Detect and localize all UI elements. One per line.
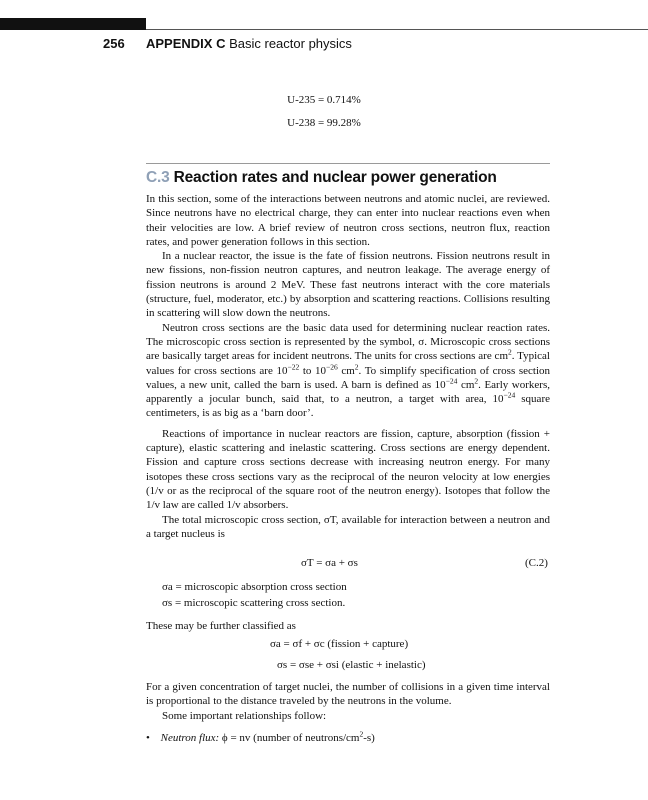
section-rule <box>146 163 550 164</box>
paragraph-reactions: Reactions of importance in nuclear reactors are fission, capture, absorption (fission + capture), elastic scattering and inelastic scattering. Cross sections are energy dependent. Fission and capture cross sections decrease with increasing neutron energy. For many isotopes these cross sections vary as the reciprocal of the neuron velocity at low energies (1/v or as the reciprocal of the square root of the neutron energy). Isotopes that follow the 1/v law are called 1/v absorbers. <box>146 427 550 512</box>
isotope-u238: U-238 = 99.28% <box>287 117 361 129</box>
section-heading <box>146 169 497 187</box>
paragraph-fission-neutrons: In a nuclear reactor, the issue is the fate of fission neutrons. Fission neutrons result in new fissions, non-fission neutron captures, and neutron leakage. The average energy of fission neutrons is around 2 MeV. These fast neutrons interact with the core materials (structure, fuel, moderator, etc.) by absorption and scattering reactions. Collisions resulting in scattering will slow down the neutrons. <box>146 250 550 320</box>
paragraph-collisions: For a given concentration of target nuclei, the number of collisions in a given time interval is proportional to the distance traveled by the neutrons in the volume. <box>146 681 550 708</box>
bullet-label: Neutron flux: <box>160 732 220 744</box>
equation-c2: σT = σa + σs <box>301 557 358 569</box>
page-number: 256 <box>103 36 125 51</box>
paragraph-cross-sections: Neutron cross sections are the basic data used for determining nuclear reaction rates. The microscopic cross section is represented by the symbol, σ. Microscopic cross sections are basically target areas for incident neutrons. The units for cross sections are $cm^2$. Typical values for cross sections are $10^{-22}$ to $10^{-26}$ $cm^2$. To simplify specification of cross section values, a new unit, called the barn is used. A barn is defined as $10^{-24}$ $cm^2$. Early workers, apparently a jocular bunch, said that, to a neutron, a target with area, $10^{-24}$ square centimeters, is as big as a ‘barn door’. <box>146 321 550 420</box>
isotope-u235: U-235 = 0.714% <box>287 94 361 106</box>
definition-scattering: σs = microscopic scattering cross section. <box>162 597 346 609</box>
definition-absorption: σa = microscopic absorption cross section <box>162 581 347 593</box>
bullet-text: ϕ = nv (number of neutrons/cm <box>219 732 360 744</box>
appendix-label: APPENDIX C <box>146 36 226 51</box>
body-text-lower <box>146 680 550 723</box>
section-title: Reaction rates and nuclear power generation <box>173 169 497 186</box>
body-text-upper <box>146 192 550 541</box>
paragraph-relationships: Some important relationships follow: <box>162 709 327 722</box>
bullet-neutron-flux: • Neutron flux: ϕ = nv (number of neutrons/$cm^2-s$) <box>146 729 375 744</box>
running-header <box>0 36 648 56</box>
equation-sigma-a: σa = σf + σc (fission + capture) <box>270 638 409 650</box>
paragraph-intro: In this section, some of the interactions between neutrons and atomic nuclei, are reviewed. Since neutrons have no electrical charge, they can enter into nuclear reactions even when their velocities are low. A brief review of neutron cross sections, neutron flux, reaction rates, and power generation follows in this section. <box>146 193 550 248</box>
appendix-title: Basic reactor physics <box>229 36 352 51</box>
equation-label-c2: (C.2) <box>525 557 548 569</box>
bullet-dot: • <box>146 732 150 744</box>
paragraph-total-cross-section: The total microscopic cross section, σT, available for interaction between a neutron and a target nucleus is <box>146 513 550 540</box>
equation-sigma-s: σs = σse + σsi (elastic + inelastic) <box>277 659 426 671</box>
top-black-bar <box>0 18 146 30</box>
header-title <box>146 36 352 51</box>
top-rule <box>146 29 648 30</box>
paragraph-classified: These may be further classified as <box>146 620 296 632</box>
section-number: C.3 <box>146 169 170 186</box>
